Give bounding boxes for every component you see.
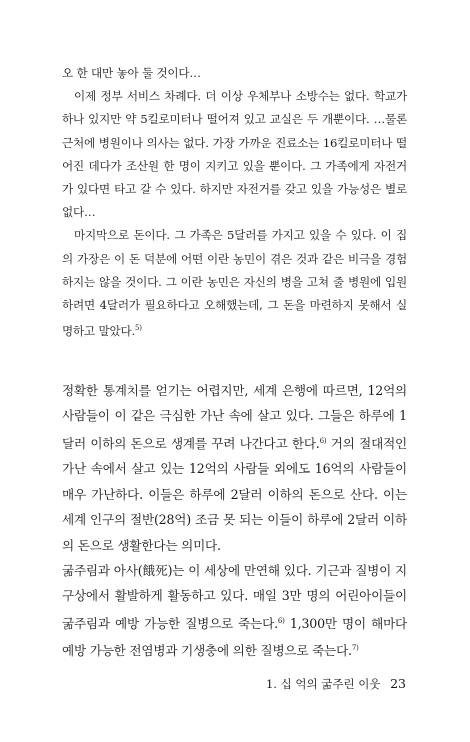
- footnote-marker: 6): [319, 436, 327, 445]
- body-paragraph-2-text-a: 굶주림과 아사(餓死)는 이 세상에 만연해 있다. 기근과 질병이 지구상에서 활발하게 활동하고 있다. 매일 3만 명의 어린아이들이 굶주림과 예방 가능한 질병으로 죽는다.: [62, 563, 407, 632]
- quote-paragraph-2: [62, 85, 407, 224]
- running-footer-chapter: 1. 십 억의 굶주린 이웃: [265, 677, 381, 691]
- page-footer: [266, 676, 406, 692]
- quote-paragraph-2-text: 이제 정부 서비스 차례다. 더 이상 우체부나 소방수는 없다. 학교가 하나 있지만 약 5킬로미터나 떨어져 있고 교실은 두 개뿐이다. …물론 근처에 병원이나 의사는 없다. 가장 가까운 진료소는 16킬로미터나 떨어진 데다가 조산원 한 명이 지키고 있을 뿐이다. 그 가족에게 자전거가 있다면 타고 갈 수 있다. 하지만 자전거를 갖고 있을 가능성은 별로 없다…: [62, 89, 407, 220]
- footnote-marker: 6): [277, 616, 285, 625]
- body-text: [62, 378, 407, 664]
- quote-paragraph-1-text: 오 한 대만 놓아 둘 것이다…: [62, 66, 201, 80]
- body-paragraph-2-text-b: 1,300만 명이 해마다 예방 가능한 전염병과 기생충에 의한 질병으로 죽는다.: [62, 616, 408, 659]
- page-number: 23: [390, 676, 406, 691]
- footnote-marker: 5): [134, 324, 142, 333]
- body-paragraph-1: [62, 378, 407, 558]
- footnote-marker: 7): [351, 644, 359, 653]
- body-paragraph-1-text-b: 거의 절대적인 가난 속에서 살고 있는 12억의 사람들 외에도 16억의 사람들이 매우 가난하다. 이들은 하루에 2달러 이하의 돈으로 산다. 이는 세계 인구의 절반(28억) 조금 못 되는 이들이 하루에 2달러 이하의 돈으로 생활한다는 의미다.: [62, 436, 407, 553]
- quote-paragraph-3-text: 마지막으로 돈이다. 그 가족은 5달러를 가지고 있을 수 있다. 이 집의 가장은 이 돈 덕분에 어떤 이란 농민이 겪은 것과 같은 비극을 경험하지는 않을 것이다. 그 이란 농민은 자신의 병을 고쳐 줄 병원에 입원하려면 4달러가 필요하다고 오해했는데, 그 돈을 마련하지 못해서 실명하고 말았다.: [62, 228, 407, 339]
- body-paragraph-1-text-a: 정확한 통계치를 얻기는 어렵지만, 세계 은행에 따르면, 12억의 사람들이 이 같은 극심한 가난 속에 살고 있다. 그들은 하루에 1달러 이하의 돈으로 생계를 꾸려 나간다고 한다.: [62, 383, 407, 451]
- body-paragraph-2: [62, 558, 407, 664]
- quote-paragraph-1: [62, 62, 407, 85]
- quote-paragraph-3: [62, 224, 407, 343]
- block-quote: [62, 62, 407, 343]
